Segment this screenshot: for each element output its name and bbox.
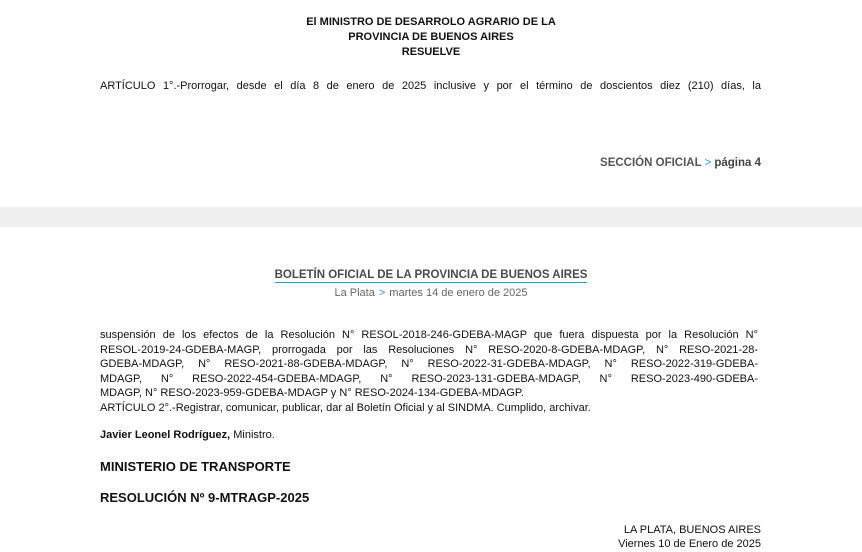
continuation-text xyxy=(100,328,758,415)
page-break xyxy=(0,207,862,227)
place-date xyxy=(618,523,761,551)
chevron-right-icon: > xyxy=(704,157,712,169)
continuation-line: RESOL-2019-24-GDEBA-MAGP, prorrogada por las Resoluciones N° RESO-2020-8-GDEBA-MDAGP, N° RESO-2021-28- xyxy=(100,343,758,356)
signer xyxy=(100,429,275,441)
resolution-heading: RESOLUCIÓN Nº 9-MTRAGP-2025 xyxy=(100,490,310,505)
resolve-line-1: El MINISTRO DE DESARROLO AGRARIO DE LA xyxy=(306,16,556,28)
bulletin-city: La Plata xyxy=(334,287,375,299)
place-date-text: Viernes 10 de Enero de 2025 xyxy=(618,538,761,550)
continuation-line: MDAGP, N° RESO-2023-959-GDEBA-MDAGP y N° RESO-2024-134-GDEBA-MDAGP. xyxy=(100,387,524,399)
page-number: página 4 xyxy=(714,157,761,169)
resolve-block xyxy=(0,15,862,60)
article-1-text: ARTÍCULO 1°.-Prorrogar, desde el día 8 de enero de 2025 inclusive y por el término de doscientos diez (210) días, la xyxy=(100,80,761,92)
continuation-line: MDAGP, N° RESO-2022-454-GDEBA-MDAGP, N° RESO-2023-131-GDEBA-MDAGP, N° RESO-2023-490-GDEBA- xyxy=(100,372,758,385)
continuation-line: GDEBA-MDAGP, N° RESO-2021-88-GDEBA-MDAGP, N° RESO-2022-31-GDEBA-MDAGP, N° RESO-2022-319-GDEBA- xyxy=(100,358,758,370)
bulletin-title: BOLETÍN OFICIAL DE LA PROVINCIA DE BUENOS AIRES xyxy=(274,269,588,281)
section-footer xyxy=(600,157,761,169)
signer-name: Javier Leonel Rodríguez, xyxy=(100,429,231,441)
article-2-text: ARTÍCULO 2°.-Registrar, comunicar, publicar, dar al Boletín Oficial y al SINDMA. Cumplido, archivar. xyxy=(100,401,591,414)
resolve-line-2: PROVINCIA DE BUENOS AIRES xyxy=(348,31,514,43)
signer-role: Ministro. xyxy=(233,429,275,441)
bulletin-date: martes 14 de enero de 2025 xyxy=(389,287,528,299)
section-name: SECCIÓN OFICIAL xyxy=(600,157,702,169)
chevron-right-icon: > xyxy=(378,287,386,299)
continuation-line: suspensión de los efectos de la Resolución N° RESOL-2018-246-GDEBA-MAGP que fuera dispuesta por la Resolución N° xyxy=(100,329,758,341)
place-city: LA PLATA, BUENOS AIRES xyxy=(623,524,761,536)
ministry-heading: MINISTERIO DE TRANSPORTE xyxy=(100,459,291,474)
bulletin-subtitle xyxy=(0,287,862,299)
bulletin-header xyxy=(0,265,862,299)
resolve-line-3: RESUELVE xyxy=(401,46,461,58)
